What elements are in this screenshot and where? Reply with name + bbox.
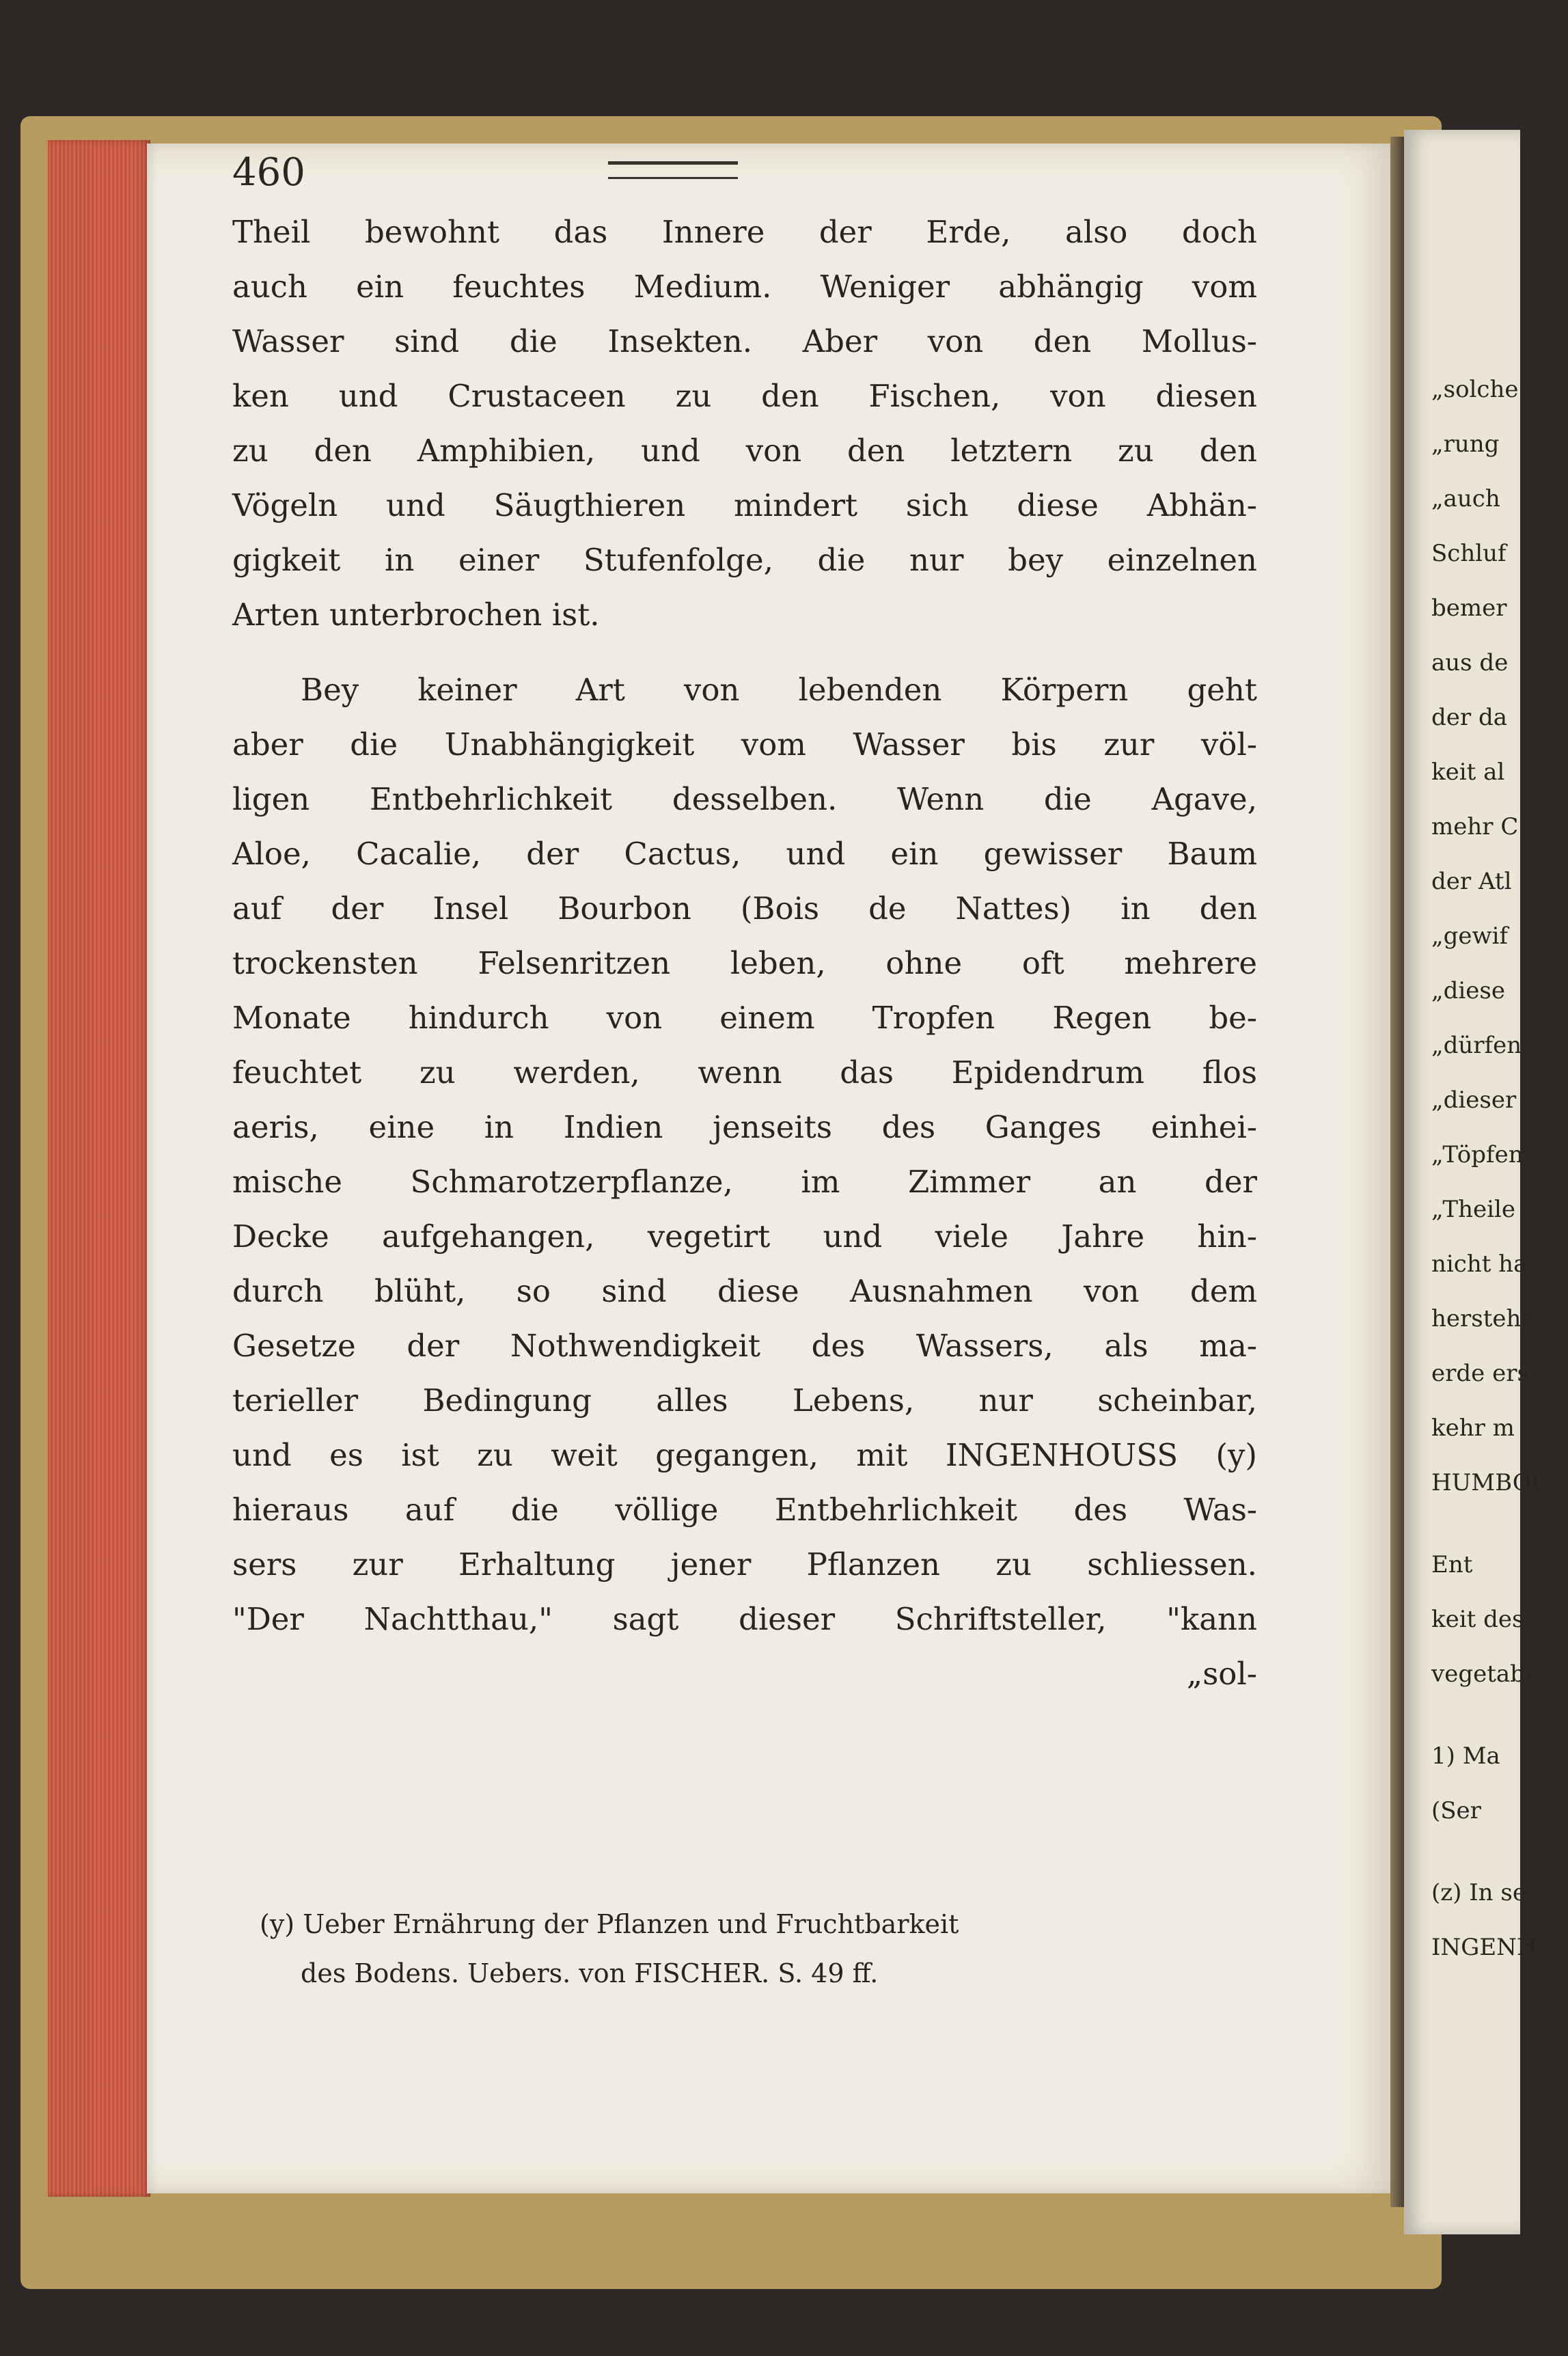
right-page-gap — [1431, 1510, 1568, 1537]
right-page-line: mehr C — [1431, 813, 1519, 840]
text-line: Monate hindurch von einem Tropfen Regen be- — [232, 1000, 1257, 1036]
right-page-line: „Theile — [1431, 1196, 1515, 1223]
right-page-line: INGENH — [1431, 1934, 1537, 1961]
text-line: Arten unterbrochen ist. — [232, 597, 600, 633]
right-page-line: erde ers — [1431, 1360, 1529, 1387]
text-line: mische Schmarotzerpflanze, im Zimmer an der — [232, 1164, 1257, 1200]
right-page-line: (Ser — [1431, 1797, 1481, 1824]
text-line: Aloe, Cacalie, der Cactus, und ein gewisser Baum — [232, 836, 1257, 872]
right-page-line: aus de — [1431, 649, 1509, 676]
right-page-line: „diese — [1431, 977, 1505, 1004]
text-line: Gesetze der Nothwendigkeit des Wassers, als ma- — [232, 1328, 1257, 1364]
right-page-line: „Töpfen — [1431, 1141, 1524, 1168]
text-line: Decke aufgehangen, vegetirt und viele Jahre hin- — [232, 1218, 1257, 1255]
right-page-line: 1) Ma — [1431, 1742, 1500, 1770]
right-page-line: „solche — [1431, 376, 1519, 403]
header-ornament — [608, 161, 738, 179]
right-page-line: nicht ha — [1431, 1250, 1528, 1278]
text-line: Vögeln und Säugthieren mindert sich diese Abhän- — [232, 487, 1257, 523]
text-line: aber die Unabhängigkeit vom Wasser bis zur völ- — [232, 726, 1257, 763]
text-line: auf der Insel Bourbon (Bois de Nattes) in den — [232, 890, 1257, 927]
text-line: trockensten Felsenritzen leben, ohne oft mehrere — [232, 945, 1257, 981]
right-page-line: „rung — [1431, 430, 1500, 458]
right-page-gap — [1431, 1838, 1568, 1865]
right-page-line: „gewif — [1431, 922, 1509, 950]
page-number: 460 — [232, 150, 305, 195]
text-line: Wasser sind die Insekten. Aber von den Mollus- — [232, 323, 1257, 359]
footnote-line: des Bodens. Uebers. von FISCHER. S. 49 ff. — [301, 1958, 879, 1988]
right-page-line: bemer — [1431, 594, 1507, 622]
right-page-text — [1431, 362, 1568, 1975]
paragraph-gap — [232, 642, 1257, 663]
right-page-line: kehr m — [1431, 1414, 1515, 1442]
text-line: Bey keiner Art von lebenden Körpern geht — [301, 672, 1257, 708]
right-page-line: keit al — [1431, 758, 1505, 786]
right-page-line: keit des — [1431, 1606, 1524, 1633]
right-page-line: Schluf — [1431, 540, 1507, 567]
text-line: zu den Amphibien, und von den letztern zu den — [232, 433, 1257, 469]
page-edges — [48, 140, 150, 2197]
right-page-line: der da — [1431, 704, 1507, 731]
text-line: ken und Crustaceen zu den Fischen, von diesen — [232, 378, 1257, 414]
right-page-line: der Atl — [1431, 868, 1512, 895]
text-line: „sol- — [1186, 1656, 1257, 1692]
right-page-line: herstehe — [1431, 1305, 1535, 1332]
text-line: hieraus auf die völlige Entbehrlichkeit des Was- — [232, 1492, 1257, 1528]
text-line: feuchtet zu werden, wenn das Epidendrum flos — [232, 1054, 1257, 1091]
right-page-line: „dürfen — [1431, 1032, 1522, 1059]
text-line: sers zur Erhaltung jener Pflanzen zu schliessen. — [232, 1546, 1257, 1583]
footnote-line: (y) Ueber Ernährung der Pflanzen und Fruchtbarkeit — [260, 1909, 959, 1939]
text-line: aeris, eine in Indien jenseits des Ganges einhei- — [232, 1109, 1257, 1145]
right-page-line: „auch — [1431, 485, 1500, 512]
right-page-line: HUMBOL — [1431, 1469, 1548, 1496]
text-line: "Der Nachtthau," sagt dieser Schriftsteller, "kann — [232, 1601, 1257, 1637]
text-line: auch ein feuchtes Medium. Weniger abhängig vom — [232, 269, 1257, 305]
text-line: Theil bewohnt das Innere der Erde, also doch — [232, 214, 1257, 250]
text-line: terieller Bedingung alles Lebens, nur scheinbar, — [232, 1382, 1257, 1419]
right-page-line: Ent — [1431, 1551, 1473, 1578]
body-text — [232, 205, 1257, 1701]
text-line: und es ist zu weit gegangen, mit INGENHOUSS (y) — [232, 1437, 1257, 1473]
right-page-gap — [1431, 1701, 1568, 1729]
right-page-line: (z) In se — [1431, 1879, 1526, 1906]
text-line: ligen Entbehrlichkeit desselben. Wenn die Agave, — [232, 781, 1257, 817]
text-line: durch blüht, so sind diese Ausnahmen von dem — [232, 1273, 1257, 1309]
right-page-line: vegetabi — [1431, 1660, 1532, 1688]
text-line: gigkeit in einer Stufenfolge, die nur bey einzelnen — [232, 542, 1257, 578]
footnote — [260, 1900, 1257, 1998]
right-page-line: „dieser — [1431, 1086, 1517, 1114]
